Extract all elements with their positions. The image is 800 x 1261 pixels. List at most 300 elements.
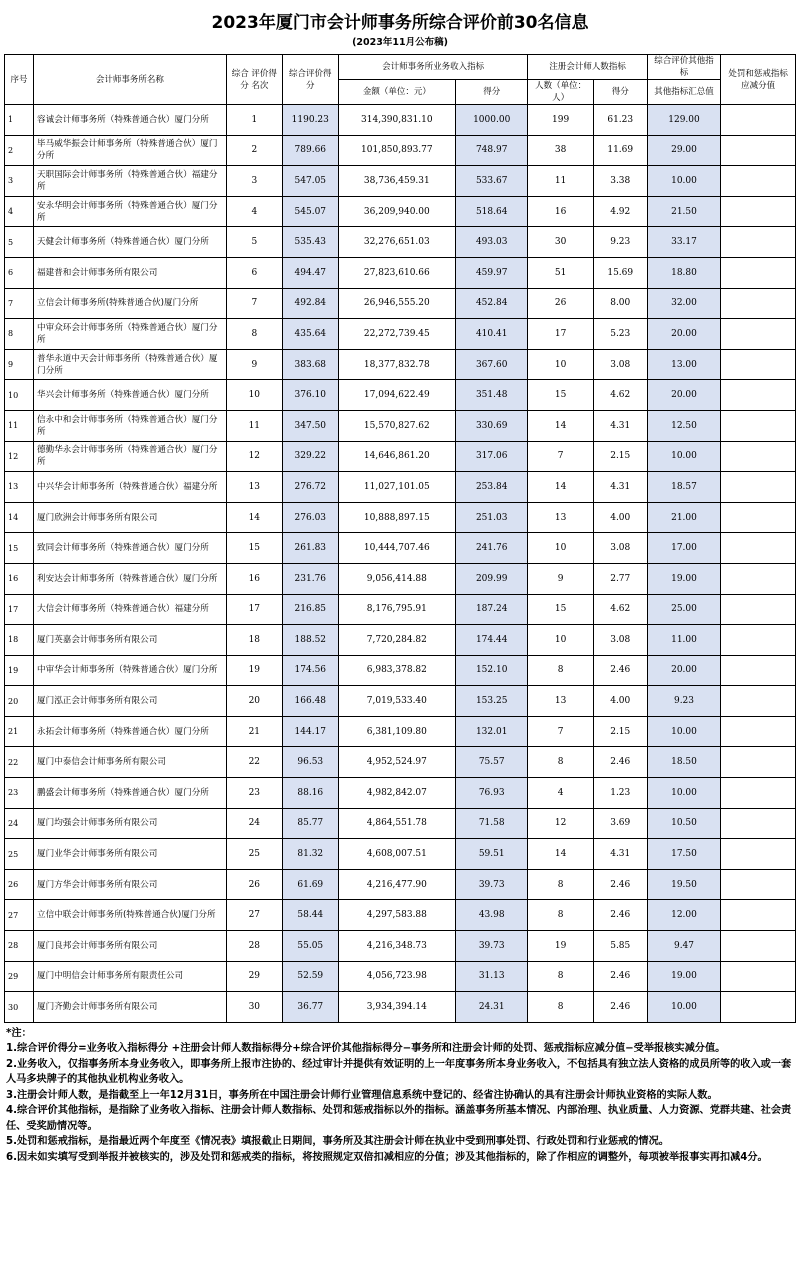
cell-other-total: 9.47 <box>647 931 721 962</box>
cell-cpa-count: 7 <box>528 716 593 747</box>
cell-firm-name: 厦门英嘉会计师事务所有限公司 <box>34 625 227 656</box>
cell-seq: 28 <box>5 931 34 962</box>
cell-cpa-count: 14 <box>528 410 593 441</box>
cell-cpa-score: 5.23 <box>593 319 647 350</box>
cell-score: 789.66 <box>282 135 338 166</box>
header-cpa-count: 人数（单位：人） <box>528 80 593 105</box>
cell-rank: 20 <box>226 686 282 717</box>
table-row <box>5 716 796 747</box>
cell-firm-name: 利安达会计师事务所（特殊普通合伙）厦门分所 <box>34 563 227 594</box>
cell-other-total: 10.50 <box>647 808 721 839</box>
cell-score: 276.03 <box>282 502 338 533</box>
cell-revenue-amount: 8,176,795.91 <box>338 594 455 625</box>
table-row <box>5 625 796 656</box>
cell-cpa-count: 199 <box>528 105 593 136</box>
cell-revenue-amount: 7,019,533.40 <box>338 686 455 717</box>
cell-cpa-score: 2.46 <box>593 869 647 900</box>
cell-other-total: 21.50 <box>647 196 721 227</box>
cell-cpa-score: 2.77 <box>593 563 647 594</box>
cell-revenue-score: 43.98 <box>455 900 528 931</box>
cell-rank: 15 <box>226 533 282 564</box>
cell-cpa-count: 11 <box>528 166 593 197</box>
table-row <box>5 747 796 778</box>
cell-seq: 24 <box>5 808 34 839</box>
table-row <box>5 931 796 962</box>
cell-revenue-score: 251.03 <box>455 502 528 533</box>
cell-penalty <box>721 931 796 962</box>
cell-seq: 9 <box>5 349 34 380</box>
cell-cpa-count: 8 <box>528 869 593 900</box>
cell-cpa-count: 26 <box>528 288 593 319</box>
table-row <box>5 410 796 441</box>
cell-revenue-amount: 36,209,940.00 <box>338 196 455 227</box>
cell-rank: 27 <box>226 900 282 931</box>
cell-penalty <box>721 716 796 747</box>
cell-cpa-count: 15 <box>528 380 593 411</box>
cell-revenue-score: 533.67 <box>455 166 528 197</box>
cell-score: 276.72 <box>282 472 338 503</box>
table-row <box>5 563 796 594</box>
cell-other-total: 19.00 <box>647 563 721 594</box>
cell-penalty <box>721 410 796 441</box>
cell-revenue-amount: 7,720,284.82 <box>338 625 455 656</box>
cell-firm-name: 厦门中泰信会计师事务所有限公司 <box>34 747 227 778</box>
cell-cpa-score: 9.23 <box>593 227 647 258</box>
cell-other-total: 17.50 <box>647 839 721 870</box>
cell-seq: 27 <box>5 900 34 931</box>
table-row <box>5 257 796 288</box>
cell-rank: 7 <box>226 288 282 319</box>
cell-rank: 1 <box>226 105 282 136</box>
cell-revenue-amount: 9,056,414.88 <box>338 563 455 594</box>
cell-cpa-count: 4 <box>528 778 593 809</box>
cell-penalty <box>721 196 796 227</box>
cell-cpa-score: 61.23 <box>593 105 647 136</box>
cell-revenue-score: 152.10 <box>455 655 528 686</box>
cell-revenue-score: 452.84 <box>455 288 528 319</box>
cell-penalty <box>721 839 796 870</box>
cell-other-total: 18.50 <box>647 747 721 778</box>
cell-cpa-score: 4.31 <box>593 410 647 441</box>
cell-penalty <box>721 808 796 839</box>
table-row <box>5 839 796 870</box>
cell-firm-name: 普华永道中天会计师事务所（特殊普通合伙）厦门分所 <box>34 349 227 380</box>
cell-rank: 23 <box>226 778 282 809</box>
cell-rank: 4 <box>226 196 282 227</box>
cell-score: 435.64 <box>282 319 338 350</box>
table-row <box>5 686 796 717</box>
cell-firm-name: 厦门齐勤会计师事务所有限公司 <box>34 992 227 1023</box>
cell-firm-name: 鹏盛会计师事务所（特殊普通合伙）厦门分所 <box>34 778 227 809</box>
cell-seq: 20 <box>5 686 34 717</box>
cell-revenue-amount: 4,297,583.88 <box>338 900 455 931</box>
cell-penalty <box>721 686 796 717</box>
cell-cpa-count: 8 <box>528 992 593 1023</box>
cell-cpa-count: 8 <box>528 747 593 778</box>
table-row <box>5 105 796 136</box>
cell-cpa-count: 15 <box>528 594 593 625</box>
cell-cpa-count: 12 <box>528 808 593 839</box>
header-penalty: 处罚和惩戒指标应减分值 <box>721 55 796 105</box>
cell-seq: 14 <box>5 502 34 533</box>
cell-seq: 3 <box>5 166 34 197</box>
cell-seq: 19 <box>5 655 34 686</box>
cell-cpa-score: 2.46 <box>593 961 647 992</box>
cell-cpa-score: 2.46 <box>593 992 647 1023</box>
cell-revenue-score: 459.97 <box>455 257 528 288</box>
cell-revenue-amount: 38,736,459.31 <box>338 166 455 197</box>
cell-revenue-amount: 4,608,007.51 <box>338 839 455 870</box>
table-row <box>5 961 796 992</box>
cell-other-total: 33.17 <box>647 227 721 258</box>
cell-rank: 2 <box>226 135 282 166</box>
cell-score: 535.43 <box>282 227 338 258</box>
cell-cpa-count: 8 <box>528 900 593 931</box>
cell-other-total: 12.50 <box>647 410 721 441</box>
cell-rank: 17 <box>226 594 282 625</box>
cell-revenue-score: 75.57 <box>455 747 528 778</box>
cell-cpa-score: 3.38 <box>593 166 647 197</box>
cell-cpa-score: 11.69 <box>593 135 647 166</box>
table-row <box>5 319 796 350</box>
cell-score: 88.16 <box>282 778 338 809</box>
table-body <box>5 105 796 1023</box>
table-row <box>5 778 796 809</box>
cell-cpa-count: 8 <box>528 655 593 686</box>
cell-revenue-score: 132.01 <box>455 716 528 747</box>
cell-cpa-count: 9 <box>528 563 593 594</box>
header-revenue-score: 得分 <box>455 80 528 105</box>
cell-rank: 11 <box>226 410 282 441</box>
cell-rank: 30 <box>226 992 282 1023</box>
cell-seq: 11 <box>5 410 34 441</box>
cell-firm-name: 致同会计师事务所（特殊普通合伙）厦门分所 <box>34 533 227 564</box>
page-subtitle: (2023年11月公布稿) <box>352 37 448 48</box>
cell-revenue-score: 76.93 <box>455 778 528 809</box>
cell-penalty <box>721 961 796 992</box>
header-name: 会计师事务所名称 <box>34 55 227 105</box>
cell-cpa-count: 30 <box>528 227 593 258</box>
cell-revenue-score: 39.73 <box>455 869 528 900</box>
cell-cpa-count: 17 <box>528 319 593 350</box>
cell-revenue-amount: 18,377,832.78 <box>338 349 455 380</box>
cell-cpa-score: 5.85 <box>593 931 647 962</box>
cell-seq: 21 <box>5 716 34 747</box>
cell-revenue-amount: 101,850,893.77 <box>338 135 455 166</box>
cell-other-total: 20.00 <box>647 655 721 686</box>
cell-cpa-score: 1.23 <box>593 778 647 809</box>
cell-revenue-score: 518.64 <box>455 196 528 227</box>
cell-score: 494.47 <box>282 257 338 288</box>
table-row <box>5 380 796 411</box>
header-seq: 序号 <box>5 55 34 105</box>
cell-cpa-count: 13 <box>528 686 593 717</box>
table-row <box>5 900 796 931</box>
cell-other-total: 10.00 <box>647 716 721 747</box>
cell-firm-name: 厦门均强会计师事务所有限公司 <box>34 808 227 839</box>
table-row <box>5 655 796 686</box>
cell-score: 36.77 <box>282 992 338 1023</box>
cell-seq: 29 <box>5 961 34 992</box>
cell-revenue-amount: 27,823,610.66 <box>338 257 455 288</box>
cell-firm-name: 福建普和会计师事务所有限公司 <box>34 257 227 288</box>
cell-firm-name: 中审众环会计师事务所（特殊普通合伙）厦门分所 <box>34 319 227 350</box>
cell-penalty <box>721 594 796 625</box>
cell-revenue-amount: 10,444,707.46 <box>338 533 455 564</box>
cell-revenue-score: 410.41 <box>455 319 528 350</box>
cell-rank: 22 <box>226 747 282 778</box>
cell-firm-name: 厦门良邦会计师事务所有限公司 <box>34 931 227 962</box>
cell-revenue-score: 24.31 <box>455 992 528 1023</box>
cell-other-total: 21.00 <box>647 502 721 533</box>
cell-other-total: 10.00 <box>647 992 721 1023</box>
cell-revenue-score: 317.06 <box>455 441 528 472</box>
cell-other-total: 129.00 <box>647 105 721 136</box>
cell-score: 55.05 <box>282 931 338 962</box>
cell-penalty <box>721 472 796 503</box>
cell-revenue-score: 493.03 <box>455 227 528 258</box>
notes-section <box>0 1023 800 1166</box>
cell-rank: 24 <box>226 808 282 839</box>
cell-revenue-amount: 11,027,101.05 <box>338 472 455 503</box>
cell-cpa-count: 10 <box>528 349 593 380</box>
cell-cpa-count: 14 <box>528 839 593 870</box>
note-item: 1.综合评价得分=业务收入指标得分 +注册会计师人数指标得分+综合评价其他指标得分−事务所和注册会计师的处罚、惩戒指标应减分值−受举报核实减分值。 <box>6 1043 726 1055</box>
cell-penalty <box>721 349 796 380</box>
cell-rank: 26 <box>226 869 282 900</box>
cell-firm-name: 毕马威华振会计师事务所（特殊普通合伙）厦门分所 <box>34 135 227 166</box>
cell-score: 231.76 <box>282 563 338 594</box>
cell-score: 58.44 <box>282 900 338 931</box>
cell-penalty <box>721 288 796 319</box>
cell-cpa-score: 4.62 <box>593 380 647 411</box>
cell-seq: 4 <box>5 196 34 227</box>
cell-firm-name: 厦门中明信会计师事务所有限责任公司 <box>34 961 227 992</box>
table-row <box>5 869 796 900</box>
cell-penalty <box>721 380 796 411</box>
cell-revenue-score: 59.51 <box>455 839 528 870</box>
cell-revenue-score: 39.73 <box>455 931 528 962</box>
cell-score: 545.07 <box>282 196 338 227</box>
cell-score: 261.83 <box>282 533 338 564</box>
cell-cpa-score: 4.00 <box>593 502 647 533</box>
cell-other-total: 20.00 <box>647 380 721 411</box>
cell-score: 174.56 <box>282 655 338 686</box>
cell-seq: 16 <box>5 563 34 594</box>
cell-penalty <box>721 869 796 900</box>
cell-cpa-score: 4.00 <box>593 686 647 717</box>
header-revenue-amount: 金额（单位：元） <box>338 80 455 105</box>
cell-other-total: 18.80 <box>647 257 721 288</box>
cell-other-total: 12.00 <box>647 900 721 931</box>
header-score: 综合评价得分 <box>282 55 338 105</box>
table-row <box>5 288 796 319</box>
cell-other-total: 13.00 <box>647 349 721 380</box>
cell-other-total: 29.00 <box>647 135 721 166</box>
cell-penalty <box>721 655 796 686</box>
cell-other-total: 10.00 <box>647 441 721 472</box>
cell-cpa-score: 3.08 <box>593 625 647 656</box>
table-row <box>5 594 796 625</box>
table-row <box>5 135 796 166</box>
cell-firm-name: 中兴华会计师事务所（特殊普通合伙）福建分所 <box>34 472 227 503</box>
cell-firm-name: 容诚会计师事务所（特殊普通合伙）厦门分所 <box>34 105 227 136</box>
cell-seq: 25 <box>5 839 34 870</box>
cell-rank: 29 <box>226 961 282 992</box>
cell-rank: 25 <box>226 839 282 870</box>
cell-revenue-amount: 15,570,827.62 <box>338 410 455 441</box>
cell-cpa-count: 51 <box>528 257 593 288</box>
table-row <box>5 502 796 533</box>
cell-penalty <box>721 166 796 197</box>
cell-revenue-amount: 22,272,739.45 <box>338 319 455 350</box>
cell-rank: 5 <box>226 227 282 258</box>
cell-cpa-score: 2.46 <box>593 655 647 686</box>
cell-other-total: 11.00 <box>647 625 721 656</box>
cell-seq: 12 <box>5 441 34 472</box>
cell-other-total: 9.23 <box>647 686 721 717</box>
cell-score: 492.84 <box>282 288 338 319</box>
cell-revenue-amount: 32,276,651.03 <box>338 227 455 258</box>
cell-other-total: 20.00 <box>647 319 721 350</box>
cell-cpa-score: 4.31 <box>593 472 647 503</box>
cell-score: 96.53 <box>282 747 338 778</box>
cell-seq: 15 <box>5 533 34 564</box>
cell-seq: 18 <box>5 625 34 656</box>
cell-revenue-score: 748.97 <box>455 135 528 166</box>
table-row <box>5 992 796 1023</box>
cell-cpa-score: 4.62 <box>593 594 647 625</box>
cell-firm-name: 天健会计师事务所（特殊普通合伙）厦门分所 <box>34 227 227 258</box>
cell-cpa-count: 38 <box>528 135 593 166</box>
cell-score: 547.05 <box>282 166 338 197</box>
cell-cpa-count: 10 <box>528 533 593 564</box>
note-item: 6.因未如实填写受到举报并被核实的，涉及处罚和惩戒类的指标，将按照规定双倍扣减相应的分值；涉及其他指标的，除了作相应的调整外，每项被举报事实再扣减4分。 <box>6 1151 768 1163</box>
cell-seq: 1 <box>5 105 34 136</box>
cell-rank: 3 <box>226 166 282 197</box>
cell-cpa-score: 2.46 <box>593 900 647 931</box>
cell-rank: 13 <box>226 472 282 503</box>
cell-seq: 2 <box>5 135 34 166</box>
cell-revenue-amount: 4,982,842.07 <box>338 778 455 809</box>
cell-seq: 7 <box>5 288 34 319</box>
cell-revenue-score: 351.48 <box>455 380 528 411</box>
cell-rank: 8 <box>226 319 282 350</box>
cell-score: 188.52 <box>282 625 338 656</box>
cell-cpa-count: 13 <box>528 502 593 533</box>
cell-penalty <box>721 900 796 931</box>
note-item: 5.处罚和惩戒指标，是指最近两个年度至《情况表》填报截止日期间，事务所及其注册会计师在执业中受到刑事处罚、行政处罚和行业惩戒的情况。 <box>6 1136 669 1148</box>
cell-firm-name: 天职国际会计师事务所（特殊普通合伙）福建分所 <box>34 166 227 197</box>
cell-revenue-amount: 6,381,109.80 <box>338 716 455 747</box>
table-row <box>5 227 796 258</box>
cell-penalty <box>721 625 796 656</box>
table-row <box>5 808 796 839</box>
cell-revenue-score: 174.44 <box>455 625 528 656</box>
note-item: 2.业务收入，仅指事务所本身业务收入，即事务所上报市注协的、经过审计并提供有效证明的上一年度事务所本身业务收入，不包括具有独立法人资格的成员所等的收入或一套人马多块牌子的其他执业机构业务收入。 <box>6 1058 792 1086</box>
cell-revenue-amount: 4,216,477.90 <box>338 869 455 900</box>
cell-firm-name: 信永中和会计师事务所（特殊普通合伙）厦门分所 <box>34 410 227 441</box>
cell-other-total: 19.50 <box>647 869 721 900</box>
cell-firm-name: 厦门业华会计师事务所有限公司 <box>34 839 227 870</box>
header-other-total: 其他指标汇总值 <box>647 80 721 105</box>
header-rank: 综合 评价得分 名次 <box>226 55 282 105</box>
cell-score: 216.85 <box>282 594 338 625</box>
cell-revenue-score: 253.84 <box>455 472 528 503</box>
cell-rank: 19 <box>226 655 282 686</box>
note-item: 3.注册会计师人数，是指截至上一年12月31日，事务所在中国注册会计师行业管理信息系统中登记的、经省注协确认的具有注册会计师执业资格的实际人数。 <box>6 1089 718 1101</box>
header-revenue-group: 会计师事务所业务收入指标 <box>338 55 528 80</box>
cell-firm-name: 永拓会计师事务所（特殊普通合伙）厦门分所 <box>34 716 227 747</box>
cell-seq: 5 <box>5 227 34 258</box>
cell-revenue-score: 31.13 <box>455 961 528 992</box>
cell-rank: 6 <box>226 257 282 288</box>
cell-score: 144.17 <box>282 716 338 747</box>
cell-rank: 14 <box>226 502 282 533</box>
cell-score: 61.69 <box>282 869 338 900</box>
cell-revenue-amount: 14,646,861.20 <box>338 441 455 472</box>
cell-firm-name: 厦门泓正会计师事务所有限公司 <box>34 686 227 717</box>
cell-rank: 16 <box>226 563 282 594</box>
cell-penalty <box>721 502 796 533</box>
cell-cpa-score: 2.15 <box>593 441 647 472</box>
cell-other-total: 25.00 <box>647 594 721 625</box>
table-row <box>5 196 796 227</box>
cell-score: 85.77 <box>282 808 338 839</box>
note-item: 4.综合评价其他指标，是指除了业务收入指标、注册会计师人数指标、处罚和惩戒指标以外的指标。涵盖事务所基本情况、内部治理、执业质量、人力资源、党群共建、社会责任、受奖励情况等。 <box>6 1105 792 1132</box>
cell-cpa-count: 10 <box>528 625 593 656</box>
cell-firm-name: 中审华会计师事务所（特殊普通合伙）厦门分所 <box>34 655 227 686</box>
cell-firm-name: 华兴会计师事务所（特殊普通合伙）厦门分所 <box>34 380 227 411</box>
header-cpa-group: 注册会计师人数指标 <box>528 55 647 80</box>
cell-seq: 13 <box>5 472 34 503</box>
cell-rank: 21 <box>226 716 282 747</box>
cell-revenue-amount: 6,983,378.82 <box>338 655 455 686</box>
cell-penalty <box>721 533 796 564</box>
cell-score: 1190.23 <box>282 105 338 136</box>
cell-rank: 9 <box>226 349 282 380</box>
ranking-table <box>4 54 796 1023</box>
cell-other-total: 19.00 <box>647 961 721 992</box>
cell-revenue-amount: 26,946,555.20 <box>338 288 455 319</box>
cell-cpa-score: 2.46 <box>593 747 647 778</box>
header-other-group: 综合评价其他指标 <box>647 55 721 80</box>
cell-score: 347.50 <box>282 410 338 441</box>
page-title: 2023年厦门市会计师事务所综合评价前30名信息 <box>211 13 589 33</box>
notes-label: *注： <box>6 1027 32 1039</box>
cell-penalty <box>721 227 796 258</box>
cell-revenue-amount: 3,934,394.14 <box>338 992 455 1023</box>
cell-revenue-amount: 17,094,622.49 <box>338 380 455 411</box>
cell-cpa-score: 8.00 <box>593 288 647 319</box>
cell-revenue-score: 209.99 <box>455 563 528 594</box>
cell-cpa-score: 4.92 <box>593 196 647 227</box>
cell-revenue-score: 330.69 <box>455 410 528 441</box>
cell-rank: 12 <box>226 441 282 472</box>
table-row <box>5 472 796 503</box>
cell-penalty <box>721 319 796 350</box>
cell-revenue-amount: 4,056,723.98 <box>338 961 455 992</box>
cell-score: 376.10 <box>282 380 338 411</box>
cell-penalty <box>721 257 796 288</box>
cell-cpa-score: 3.08 <box>593 533 647 564</box>
cell-firm-name: 安永华明会计师事务所（特殊普通合伙）厦门分所 <box>34 196 227 227</box>
cell-cpa-score: 15.69 <box>593 257 647 288</box>
cell-firm-name: 德勤华永会计师事务所（特殊普通合伙）厦门分所 <box>34 441 227 472</box>
cell-rank: 18 <box>226 625 282 656</box>
cell-seq: 17 <box>5 594 34 625</box>
cell-revenue-amount: 4,864,551.78 <box>338 808 455 839</box>
